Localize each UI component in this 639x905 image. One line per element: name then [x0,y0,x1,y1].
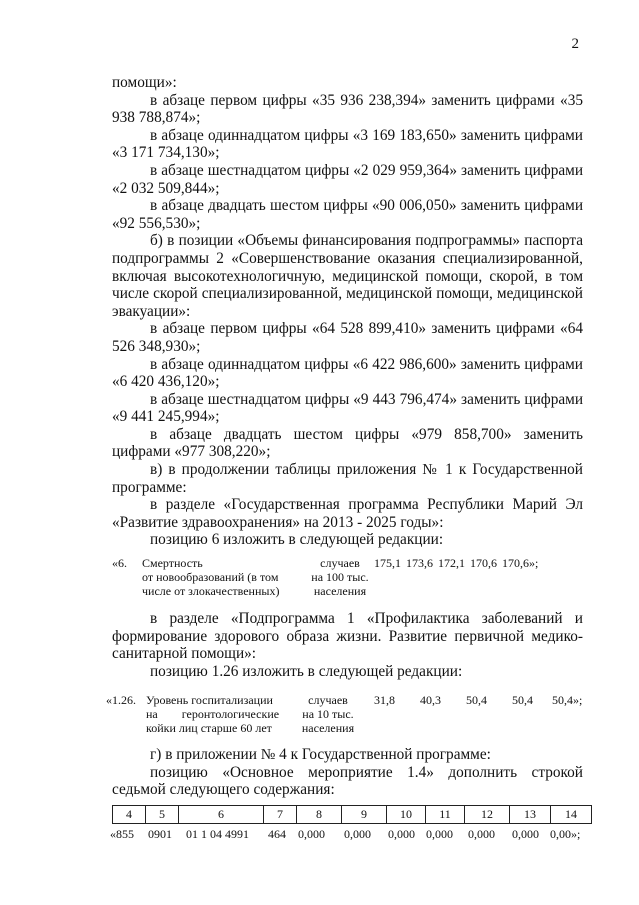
table-cell: 0,000 [388,827,415,841]
paragraph: б) в позиции «Объемы финансирования подпрограммы» паспорта подпрограммы 2 «Совершенствование оказания специализированной, включая высокотехнологичную, медицинской помощи, скорой, в том числе скорой специализированной, медицинской помощи, медицинской эвакуации»: [112,232,583,320]
table-row [108,827,588,843]
indicator-value: 50,4 [512,693,533,707]
page-number: 2 [571,36,579,52]
paragraph: в абзаце двадцать шестом цифры «90 006,050» заменить цифрами «92 556,530»; [112,197,583,232]
paragraph: в разделе «Подпрограмма 1 «Профилактика заболеваний и формирование здорового образа жизни. Развитие первичной медико-санитарной помощи»: [112,610,583,663]
indicator-value: 50,4 [466,693,487,707]
table-header-row [113,806,592,824]
table-header-cell: 12 [465,806,510,824]
paragraph: г) в приложении № 4 к Государственной программе: [150,746,491,763]
table-header-cell: 7 [264,806,297,824]
table-header-cell: 8 [297,806,342,824]
unit-line: случаев [308,693,348,707]
paragraph: позицию 1.26 изложить в следующей редакции: [150,662,463,680]
table-header-cell: 14 [551,806,592,824]
table-cell: 0,000 [298,827,325,841]
paragraph: в) в продолжении таблицы приложения № 1 к Государственной программе: [112,461,583,496]
unit-line: населения [313,584,367,598]
section-3-text [112,746,583,799]
unit-line: населения [301,721,355,735]
table-cell: 0,00»; [550,827,581,841]
paragraph: в абзаце шестнадцатом цифры «9 443 796,474» заменить цифрами «9 441 245,994»; [112,390,583,426]
table-header-cell: 5 [146,806,179,824]
table-header-cell: 11 [426,806,465,824]
unit-line: на 100 тыс. [311,570,369,584]
paragraph: в абзаце первом цифры «35 936 238,394» заменить цифрами «35 938 788,874»; [112,91,583,127]
indicator-name-line: от новообразований (в том [142,570,279,584]
table-header-cell: 9 [342,806,387,824]
paragraph: помощи»: [112,74,177,91]
indicator-name-line: числе от злокачественных) [142,584,280,598]
appendix-table-header [112,805,592,824]
indicator-name-line: Смертность [142,556,203,570]
paragraph: в абзаце первом цифры «64 528 899,410» заменить цифрами «64 526 348,930»; [112,320,583,355]
indicator-name-line: на геронтологические [146,707,280,721]
indicator-name-line: Уровень госпитализации [146,693,273,707]
table-header-cell: 13 [510,806,551,824]
table-header-cell: 10 [387,806,426,824]
table-cell: 0901 [148,827,172,841]
table-cell: 01 1 04 4991 [186,827,249,841]
indicator-value: 50,4»; [552,693,583,707]
indicator-values: 175,1 173,6 172,1 170,6 170,6»; [374,556,539,570]
position-number: «1.26. [106,693,136,707]
paragraph: в абзаце одиннадцатом цифры «6 422 986,600» заменить цифрами «6 420 436,120»; [112,355,583,391]
paragraph: в разделе «Государственная программа Республики Марий Эл «Развитие здравоохранения» на 2013 - 2025 годы»: [112,496,583,531]
table-cell: «855 [110,827,134,841]
indicator-value: 31,8 [374,693,395,707]
table-header-cell: 4 [113,806,146,824]
unit-line: случаев [320,556,360,570]
paragraph: в абзаце двадцать шестом цифры «979 858,700» заменить цифрами «977 308,220»; [112,425,583,461]
table-cell: 464 [268,827,286,841]
section-2-text [112,610,583,680]
paragraph: в абзаце одиннадцатом цифры «3 169 183,650» заменить цифрами «3 171 734,130»; [112,126,583,162]
indicator-name-line: койки лиц старше 60 лет [146,721,272,735]
paragraph: в абзаце шестнадцатом цифры «2 029 959,364» заменить цифрами «2 032 509,844»; [112,161,583,197]
unit-line: на 10 тыс. [302,707,354,721]
table-cell: 0,000 [468,827,495,841]
indicator-value: 40,3 [420,693,441,707]
table-cell: 0,000 [344,827,371,841]
paragraph: позицию 6 изложить в следующей редакции: [150,531,444,549]
table-cell: 0,000 [426,827,453,841]
main-text [112,74,583,549]
paragraph: позицию «Основное мероприятие 1.4» дополнить строкой седьмой следующего содержания: [112,763,583,799]
position-number: «6. [112,556,127,570]
table-cell: 0,000 [512,827,539,841]
table-header-cell: 6 [179,806,264,824]
